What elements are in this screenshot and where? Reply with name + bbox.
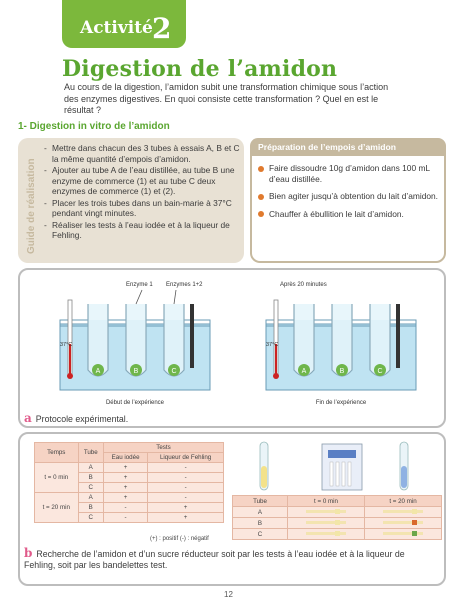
test-strip [383,510,423,513]
test-strip [383,532,423,535]
col-header: Temps [35,443,79,463]
table-row: C + - [35,483,224,493]
guide-step: - Réaliser les tests à l’eau iodée et à la liqueur de Fehling. [44,220,240,241]
col-header: Tube [233,496,288,507]
table-row: B [233,518,442,529]
strips-table [232,495,442,540]
temp-label: 37°C [60,342,73,348]
figure-b-caption: b Recherche de l’amidon et d’un sucre réducteur soit par les tests à l’eau iodée et à la liqueur de Fehling, soit par les bandelettes test. [24,546,405,570]
col-header: Liqueur de Fehling [148,453,224,463]
activity-label: Activité [80,18,153,38]
tube-label: C [171,368,177,375]
test-strip [383,521,423,524]
prep-step: Chauffer à ébullition le lait d’amidon. [258,209,442,220]
col-header: t = 20 min [365,496,442,507]
experiment-illustration [18,270,446,410]
page-title: Digestion de l’amidon [62,56,338,82]
guide-side-label: Guide de réalisation [26,158,37,254]
page-number: 12 [224,590,233,599]
table-legend: (+) : positif (-) : négatif [150,536,209,542]
tests-table [34,442,224,523]
guide-steps [44,143,240,242]
temp-label: 37°C [266,342,279,348]
end-caption: Fin de l’expérience [315,400,367,406]
test-strip [306,510,346,513]
col-header: Tube [78,443,103,463]
col-header: t = 0 min [288,496,365,507]
strip-box-illustration [322,444,362,490]
tube-label: A [95,368,101,375]
activity-number: 2 [152,12,172,45]
enzymes12-label: Enzymes 1+2 [166,282,203,288]
table-row: B + - [35,473,224,483]
tube-before-illustration [260,442,268,490]
prep-title: Préparation de l’empois d’amidon [250,138,446,156]
caption-letter: a [24,411,32,425]
prep-step: Faire dissoudre 10g d’amidon dans 100 mL d’eau distillée. [258,163,442,184]
section-heading: 1- Digestion in vitro de l’amidon [18,121,170,132]
tube-label: C [377,368,383,375]
table-row: t = 0 min A + - [35,463,224,473]
test-strips-illustration [250,438,440,496]
enzyme1-label: Enzyme 1 [126,282,153,288]
guide-step: - Ajouter au tube A de l’eau distillée, au tube B une enzyme de commerce (1) et au tube C deux enzymes de commerce (1) et (2). [44,165,240,197]
col-header: Tests [103,443,223,453]
test-strip [306,521,346,524]
start-caption: Début de l’expérience [105,400,165,406]
table-row: t = 20 min A + - [35,493,224,503]
prep-step: Bien agiter jusqu’à obtention du lait d’amidon. [258,191,442,202]
prep-steps [258,163,442,226]
tube-label: A [301,368,307,375]
col-header: Eau iodée [103,453,147,463]
table-row: C - + [35,513,224,523]
table-row: C [233,529,442,540]
tube-label: B [133,368,139,375]
caption-letter: b [24,546,33,560]
test-strip [306,532,346,535]
table-row: B - + [35,503,224,513]
figure-a-caption: a Protocole expérimental. [24,411,129,425]
guide-step: - Placer les trois tubes dans un bain-marie à 37°C pendant vingt minutes. [44,198,240,219]
after-label: Après 20 minutes [280,282,327,288]
guide-step: - Mettre dans chacun des 3 tubes à essais A, B et C la même quantité d’empois d’amidon. [44,143,240,164]
tube-after-illustration [400,442,408,490]
intro-text: Au cours de la digestion, l’amidon subit une transformation chimique sous l’action des enzymes digestives. En quoi consiste cette transformation ? Quel en est le résultat ? [64,82,389,115]
tube-label: B [339,368,345,375]
table-row: A [233,507,442,518]
